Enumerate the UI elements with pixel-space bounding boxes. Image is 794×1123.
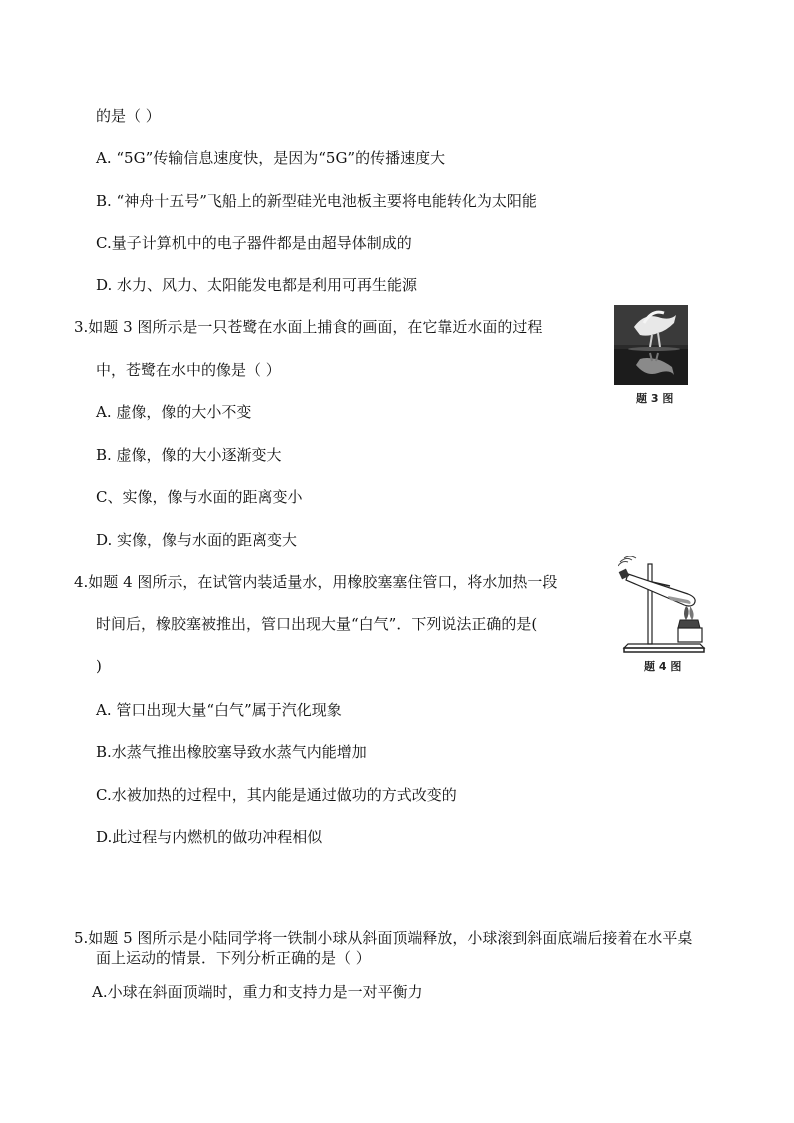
- q4-stem-line3: ): [96, 657, 102, 675]
- q3-option-c: C、实像，像与水面的距离变小: [96, 488, 303, 506]
- test-tube-apparatus-figure: [618, 556, 710, 656]
- q3-option-b: B. 虚像，像的大小逐渐变大: [96, 446, 282, 464]
- q3-option-a: A. 虚像，像的大小不变: [96, 403, 252, 421]
- q4-stem-line1: 4.如题 4 图所示，在试管内装适量水，用橡胶塞塞住管口，将水加热一段: [74, 573, 558, 591]
- q4-stem-line2: 时间后，橡胶塞被推出，管口出现大量“白气”．下列说法正确的是(: [96, 615, 538, 633]
- q5-option-a: A.小球在斜面顶端时，重力和支持力是一对平衡力: [92, 983, 423, 1001]
- q2-option-d: D. 水力、风力、太阳能发电都是利用可再生能源: [96, 276, 418, 294]
- q2-option-a: A. “5G”传输信息速度快，是因为“5G”的传播速度大: [96, 149, 446, 167]
- q5-stem-line1: 5.如题 5 图所示是小陆同学将一铁制小球从斜面顶端释放，小球滚到斜面底端后接着在水平桌: [74, 929, 693, 947]
- q4-option-c: C.水被加热的过程中，其内能是通过做功的方式改变的: [96, 786, 457, 804]
- heron-photo: [614, 305, 688, 385]
- q2-option-b: B. “神舟十五号”飞船上的新型硅光电池板主要将电能转化为太阳能: [96, 192, 537, 210]
- q2-option-c: C.量子计算机中的电子器件都是由超导体制成的: [96, 234, 412, 252]
- q2-stem-tail: 的是（ ）: [96, 107, 161, 125]
- q4-option-a: A. 管口出现大量“白气”属于汽化现象: [96, 701, 342, 719]
- q3-stem-line2: 中，苍鹭在水中的像是（ ）: [96, 361, 281, 379]
- q4-option-d: D.此过程与内燃机的做功冲程相似: [96, 828, 323, 846]
- figure-4-caption: 题 4 图: [644, 660, 682, 673]
- q4-option-b: B.水蒸气推出橡胶塞导致水蒸气内能增加: [96, 743, 367, 761]
- q3-option-d: D. 实像，像与水面的距离变大: [96, 531, 298, 549]
- q5-stem-line2: 面上运动的情景．下列分析正确的是（ ）: [96, 949, 371, 967]
- q3-stem-line1: 3.如题 3 图所示是一只苍鹭在水面上捕食的画面，在它靠近水面的过程: [74, 318, 543, 336]
- figure-3-caption: 题 3 图: [636, 392, 674, 405]
